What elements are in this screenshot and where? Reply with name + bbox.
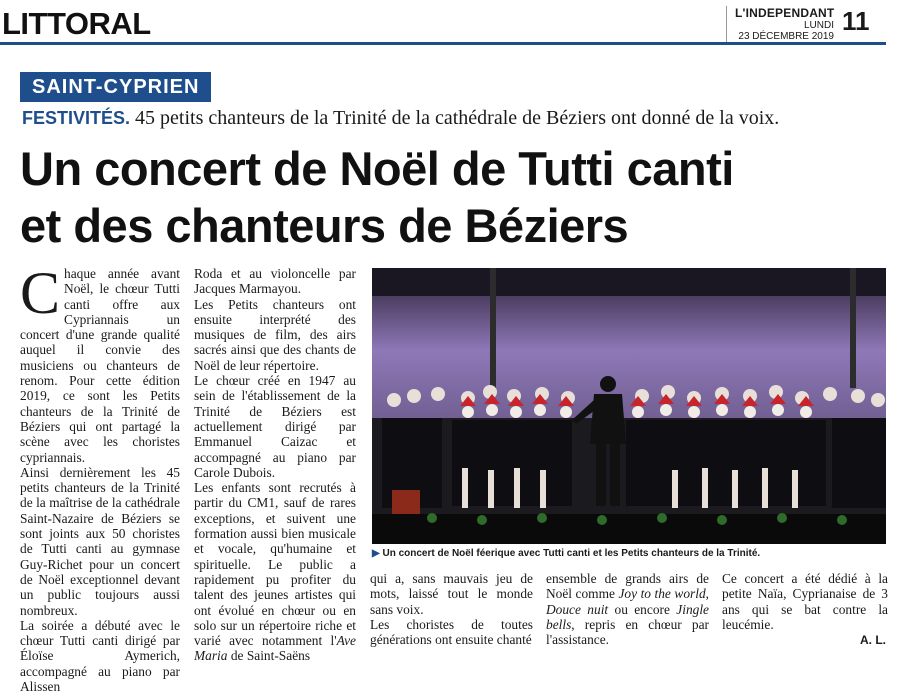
article-column-1 — [20, 260, 180, 694]
paragraph: Les Petits chanteurs ont ensuite interprété des musiques de film, des airs sacrés ainsi que des chants de Noël de leur répertoire. — [194, 296, 356, 373]
photo-caption — [372, 548, 886, 559]
page-number: 11 — [842, 6, 870, 36]
paragraph-text: haque année avant Noël, le chœur Tutti canti offre aux Cypriannais un concert d'une grande qualité auquel il convie des musiciens ou chanteurs de renom. Pour cette édition 2019, ce sont les Petits chanteurs de la Trinité de Béziers qui ont partagé la scène avec les choristes cypriannais. — [20, 266, 180, 465]
paragraph-text: ensemble de grands airs de Noël comme — [546, 571, 709, 602]
kicker-label: FESTIVITÉS. — [22, 108, 131, 128]
article-column-2 — [194, 266, 356, 664]
paragraph-text: ou encore — [608, 601, 677, 617]
caption-text: Un concert de Noël féerique avec Tutti canti et les Petits chanteurs de la Trinité. — [382, 548, 761, 559]
page-header — [0, 0, 900, 48]
paragraph — [546, 571, 709, 647]
paragraph: qui a, sans mauvais jeu de mots, laissé tout le monde sans voix. — [370, 571, 533, 617]
song-title: Douce nuit — [546, 601, 609, 617]
paragraph — [194, 480, 356, 664]
paragraph-text: de Saint-Saëns — [227, 648, 311, 664]
headline-line-2: et des chanteurs de Béziers — [20, 199, 629, 252]
article-column-5 — [722, 571, 888, 632]
paragraph: Ainsi dernièrement les 45 petits chanteurs de la Trinité de la maîtrise de la cathédrale Saint-Nazaire de Béziers se sont joints aux 50 choristes de Tutti canti au gymnase Guy-Richet pour un concert de Noël exceptionnel devant un public toujours aussi nombreux. — [20, 464, 180, 618]
town-badge: SAINT-CYPRIEN — [20, 72, 211, 102]
paragraph: La soirée a débuté avec le chœur Tutti canti dirigé par Éloïse Aymerich, accompagné au piano par Alissen — [20, 617, 180, 694]
paper-name: L'INDEPENDANT — [735, 6, 835, 20]
concert-photo-illustration — [372, 268, 886, 544]
paragraph-text: , — [705, 586, 710, 602]
headline — [20, 140, 890, 254]
paper-day: LUNDI — [803, 20, 834, 31]
article-column-4 — [546, 571, 709, 647]
paragraph: Le chœur créé en 1947 au sein de l'établissement de la Trinité de Béziers est actuellement dirigé par Emmanuel Caizac et accompagné au piano par Carole Dubois. — [194, 373, 356, 480]
work-title: Ave Maria — [194, 633, 356, 664]
paper-info — [726, 6, 834, 42]
song-title: Joy to the world — [618, 586, 706, 602]
concert-photo — [372, 268, 886, 544]
paragraph-text: Les enfants sont recrutés à partir du CM1, sauf de rares exceptions, et suivent une formation aussi bien musicale et vocale, qu'humaine et spirituelle. Le public a rapidement pu profiter du talent des jeunes artistes qui ont évolué en chœur ou en solo sur un répertoire riche et varié avec notamment l' — [194, 480, 356, 649]
paragraph: Les choristes de toutes générations ont ensuite chanté — [370, 616, 533, 648]
headline-line-1: Un concert de Noël de Tutti canti — [20, 142, 734, 195]
kicker-text: 45 petits chanteurs de la Trinité de la cathédrale de Béziers ont donné de la voix. — [130, 107, 780, 129]
section-title: LITTORAL — [2, 6, 151, 41]
song-title: Jingle bells — [546, 601, 709, 632]
paragraph-text: , repris en chœur par l'assistance. — [546, 616, 709, 648]
header-rule — [0, 42, 886, 45]
paragraph: Ce concert a été dédié à la petite Naïa, Cyprianaise de 3 ans qui se bat contre la leucémie. — [722, 571, 888, 632]
author-signature: A. L. — [860, 633, 886, 647]
caption-arrow-icon: ▶ — [372, 548, 380, 559]
paper-date: 23 DÉCEMBRE 2019 — [738, 31, 834, 42]
drop-cap: C — [20, 260, 61, 326]
paragraph: Roda et au violoncelle par Jacques Marmayou. — [194, 266, 356, 297]
paragraph — [20, 260, 180, 465]
article-column-3 — [370, 571, 533, 647]
kicker — [22, 107, 779, 130]
